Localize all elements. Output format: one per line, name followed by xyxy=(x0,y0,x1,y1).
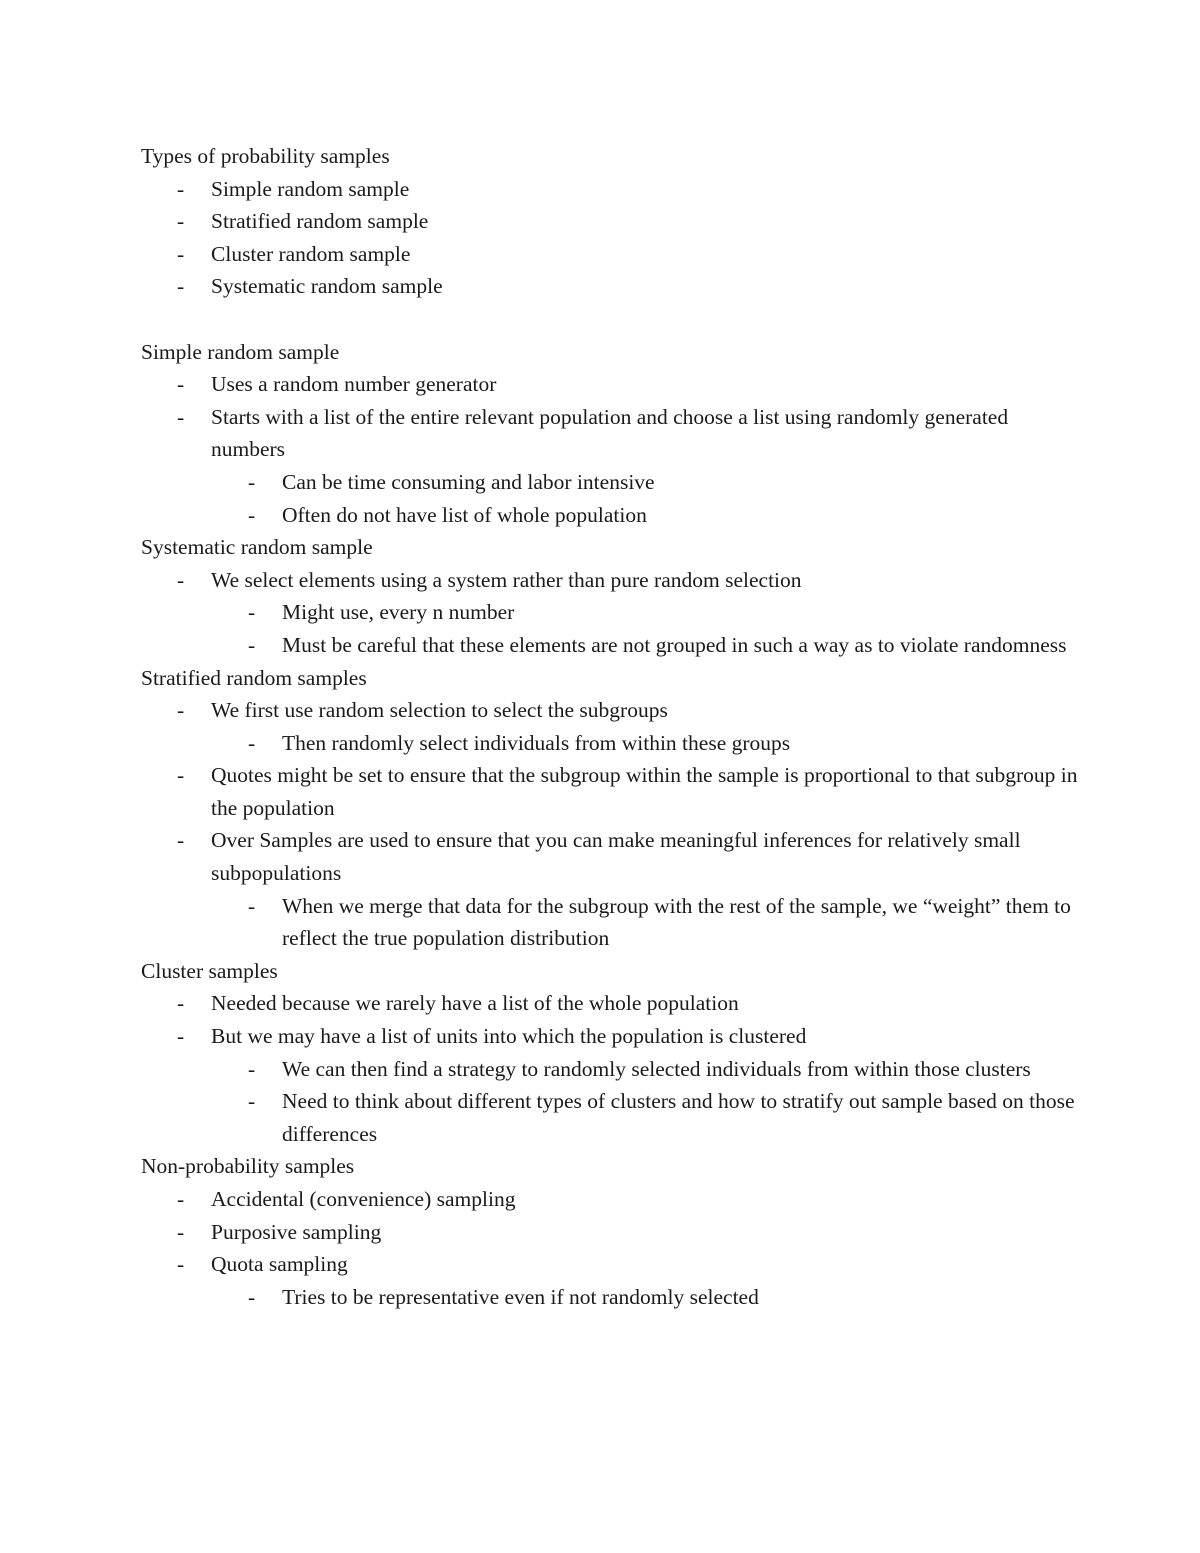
note-section xyxy=(141,531,1081,661)
list-item-text: Often do not have list of whole population xyxy=(282,502,647,527)
dash-bullet-icon: - xyxy=(177,404,185,429)
sub-list-item xyxy=(141,890,1081,955)
list-item-text: When we merge that data for the subgroup with the rest of the sample, we “weight” them to reflect the true population distribution xyxy=(282,893,1071,951)
note-section xyxy=(141,1150,1081,1313)
dash-bullet-icon: - xyxy=(248,632,256,657)
sub-list-item xyxy=(141,727,1081,760)
list-item xyxy=(141,694,1081,727)
list-item xyxy=(141,1216,1081,1249)
list-item xyxy=(141,401,1081,466)
section-heading: Simple random sample xyxy=(141,339,340,364)
list-item xyxy=(141,270,1081,303)
dash-bullet-icon: - xyxy=(177,698,185,723)
dash-bullet-icon: - xyxy=(177,274,185,299)
dash-bullet-icon: - xyxy=(248,1089,256,1114)
list-item-text: Over Samples are used to ensure that you can make meaningful inferences for relatively small subpopulations xyxy=(211,828,1021,886)
list-item xyxy=(141,987,1081,1020)
bullet-list xyxy=(141,694,1081,955)
list-item-text: Then randomly select individuals from within these groups xyxy=(282,730,791,755)
list-item xyxy=(141,1183,1081,1216)
list-item-text: Can be time consuming and labor intensive xyxy=(282,469,655,494)
list-item-text: Cluster random sample xyxy=(211,241,411,266)
dash-bullet-icon: - xyxy=(177,763,185,788)
list-item-text: Tries to be representative even if not randomly selected xyxy=(282,1284,759,1309)
dash-bullet-icon: - xyxy=(177,1024,185,1049)
note-section xyxy=(141,662,1081,955)
section-heading: Types of probability samples xyxy=(141,144,390,168)
dash-bullet-icon: - xyxy=(177,1219,185,1244)
list-item xyxy=(141,238,1081,271)
dash-bullet-icon: - xyxy=(248,1284,256,1309)
note-section xyxy=(141,955,1081,1151)
dash-bullet-icon: - xyxy=(177,828,185,853)
sub-list-item xyxy=(141,596,1081,629)
sub-list-item xyxy=(141,629,1081,662)
list-item-text: Might use, every n number xyxy=(282,600,515,625)
dash-bullet-icon: - xyxy=(248,469,256,494)
list-item xyxy=(141,1248,1081,1281)
list-item xyxy=(141,759,1081,824)
list-item-text: Purposive sampling xyxy=(211,1219,382,1244)
list-item-text: Starts with a list of the entire relevant population and choose a list using randomly generated numbers xyxy=(211,404,1009,462)
note-section xyxy=(141,140,1081,303)
dash-bullet-icon: - xyxy=(177,176,185,201)
list-item-text: Quota sampling xyxy=(211,1252,348,1277)
sub-list-item xyxy=(141,499,1081,532)
dash-bullet-icon: - xyxy=(177,567,185,592)
dash-bullet-icon: - xyxy=(177,372,185,397)
document-body xyxy=(141,140,1081,1313)
list-item-text: Quotes might be set to ensure that the subgroup within the sample is proportional to that subgroup in the population xyxy=(211,763,1078,820)
list-item-text: We select elements using a system rather than pure random selection xyxy=(211,567,802,592)
section-heading: Non-probability samples xyxy=(141,1154,355,1179)
blank-line xyxy=(141,303,1081,336)
dash-bullet-icon: - xyxy=(177,209,185,234)
list-item-text: Simple random sample xyxy=(211,176,410,201)
dash-bullet-icon: - xyxy=(248,600,256,625)
list-item-text: Systematic random sample xyxy=(211,274,443,299)
section-heading: Cluster samples xyxy=(141,958,278,983)
list-item xyxy=(141,564,1081,597)
section-heading: Systematic random sample xyxy=(141,535,373,560)
dash-bullet-icon: - xyxy=(177,241,185,266)
list-item-text: Need to think about different types of clusters and how to stratify out sample based on those differences xyxy=(282,1089,1075,1146)
dash-bullet-icon: - xyxy=(177,1187,185,1211)
bullet-list xyxy=(141,1183,1081,1313)
dash-bullet-icon: - xyxy=(248,730,256,755)
list-item xyxy=(141,368,1081,401)
list-item-text: But we may have a list of units into which the population is clustered xyxy=(211,1024,807,1049)
list-item xyxy=(141,173,1081,206)
list-item-text: Must be careful that these elements are not grouped in such a way as to violate randomness xyxy=(282,632,1067,657)
list-item-text: We can then find a strategy to randomly selected individuals from within those clusters xyxy=(282,1056,1031,1081)
dash-bullet-icon: - xyxy=(248,893,256,918)
bullet-list xyxy=(141,173,1081,303)
list-item xyxy=(141,1020,1081,1053)
bullet-list xyxy=(141,564,1081,662)
bullet-list xyxy=(141,368,1081,531)
list-item-text: Accidental (convenience) sampling xyxy=(211,1187,516,1211)
note-section xyxy=(141,336,1081,532)
dash-bullet-icon: - xyxy=(177,1252,185,1277)
list-item-text: We first use random selection to select the subgroups xyxy=(211,698,668,723)
list-item-text: Stratified random sample xyxy=(211,209,429,234)
list-item xyxy=(141,205,1081,238)
list-item-text: Needed because we rarely have a list of the whole population xyxy=(211,991,739,1016)
sub-list-item xyxy=(141,1085,1081,1150)
sub-list-item xyxy=(141,466,1081,499)
dash-bullet-icon: - xyxy=(177,991,185,1016)
sub-list-item xyxy=(141,1053,1081,1086)
dash-bullet-icon: - xyxy=(248,1056,256,1081)
sub-list-item xyxy=(141,1281,1081,1314)
bullet-list xyxy=(141,987,1081,1150)
section-heading: Stratified random samples xyxy=(141,665,367,690)
dash-bullet-icon: - xyxy=(248,502,256,527)
list-item-text: Uses a random number generator xyxy=(211,372,497,397)
list-item xyxy=(141,824,1081,889)
